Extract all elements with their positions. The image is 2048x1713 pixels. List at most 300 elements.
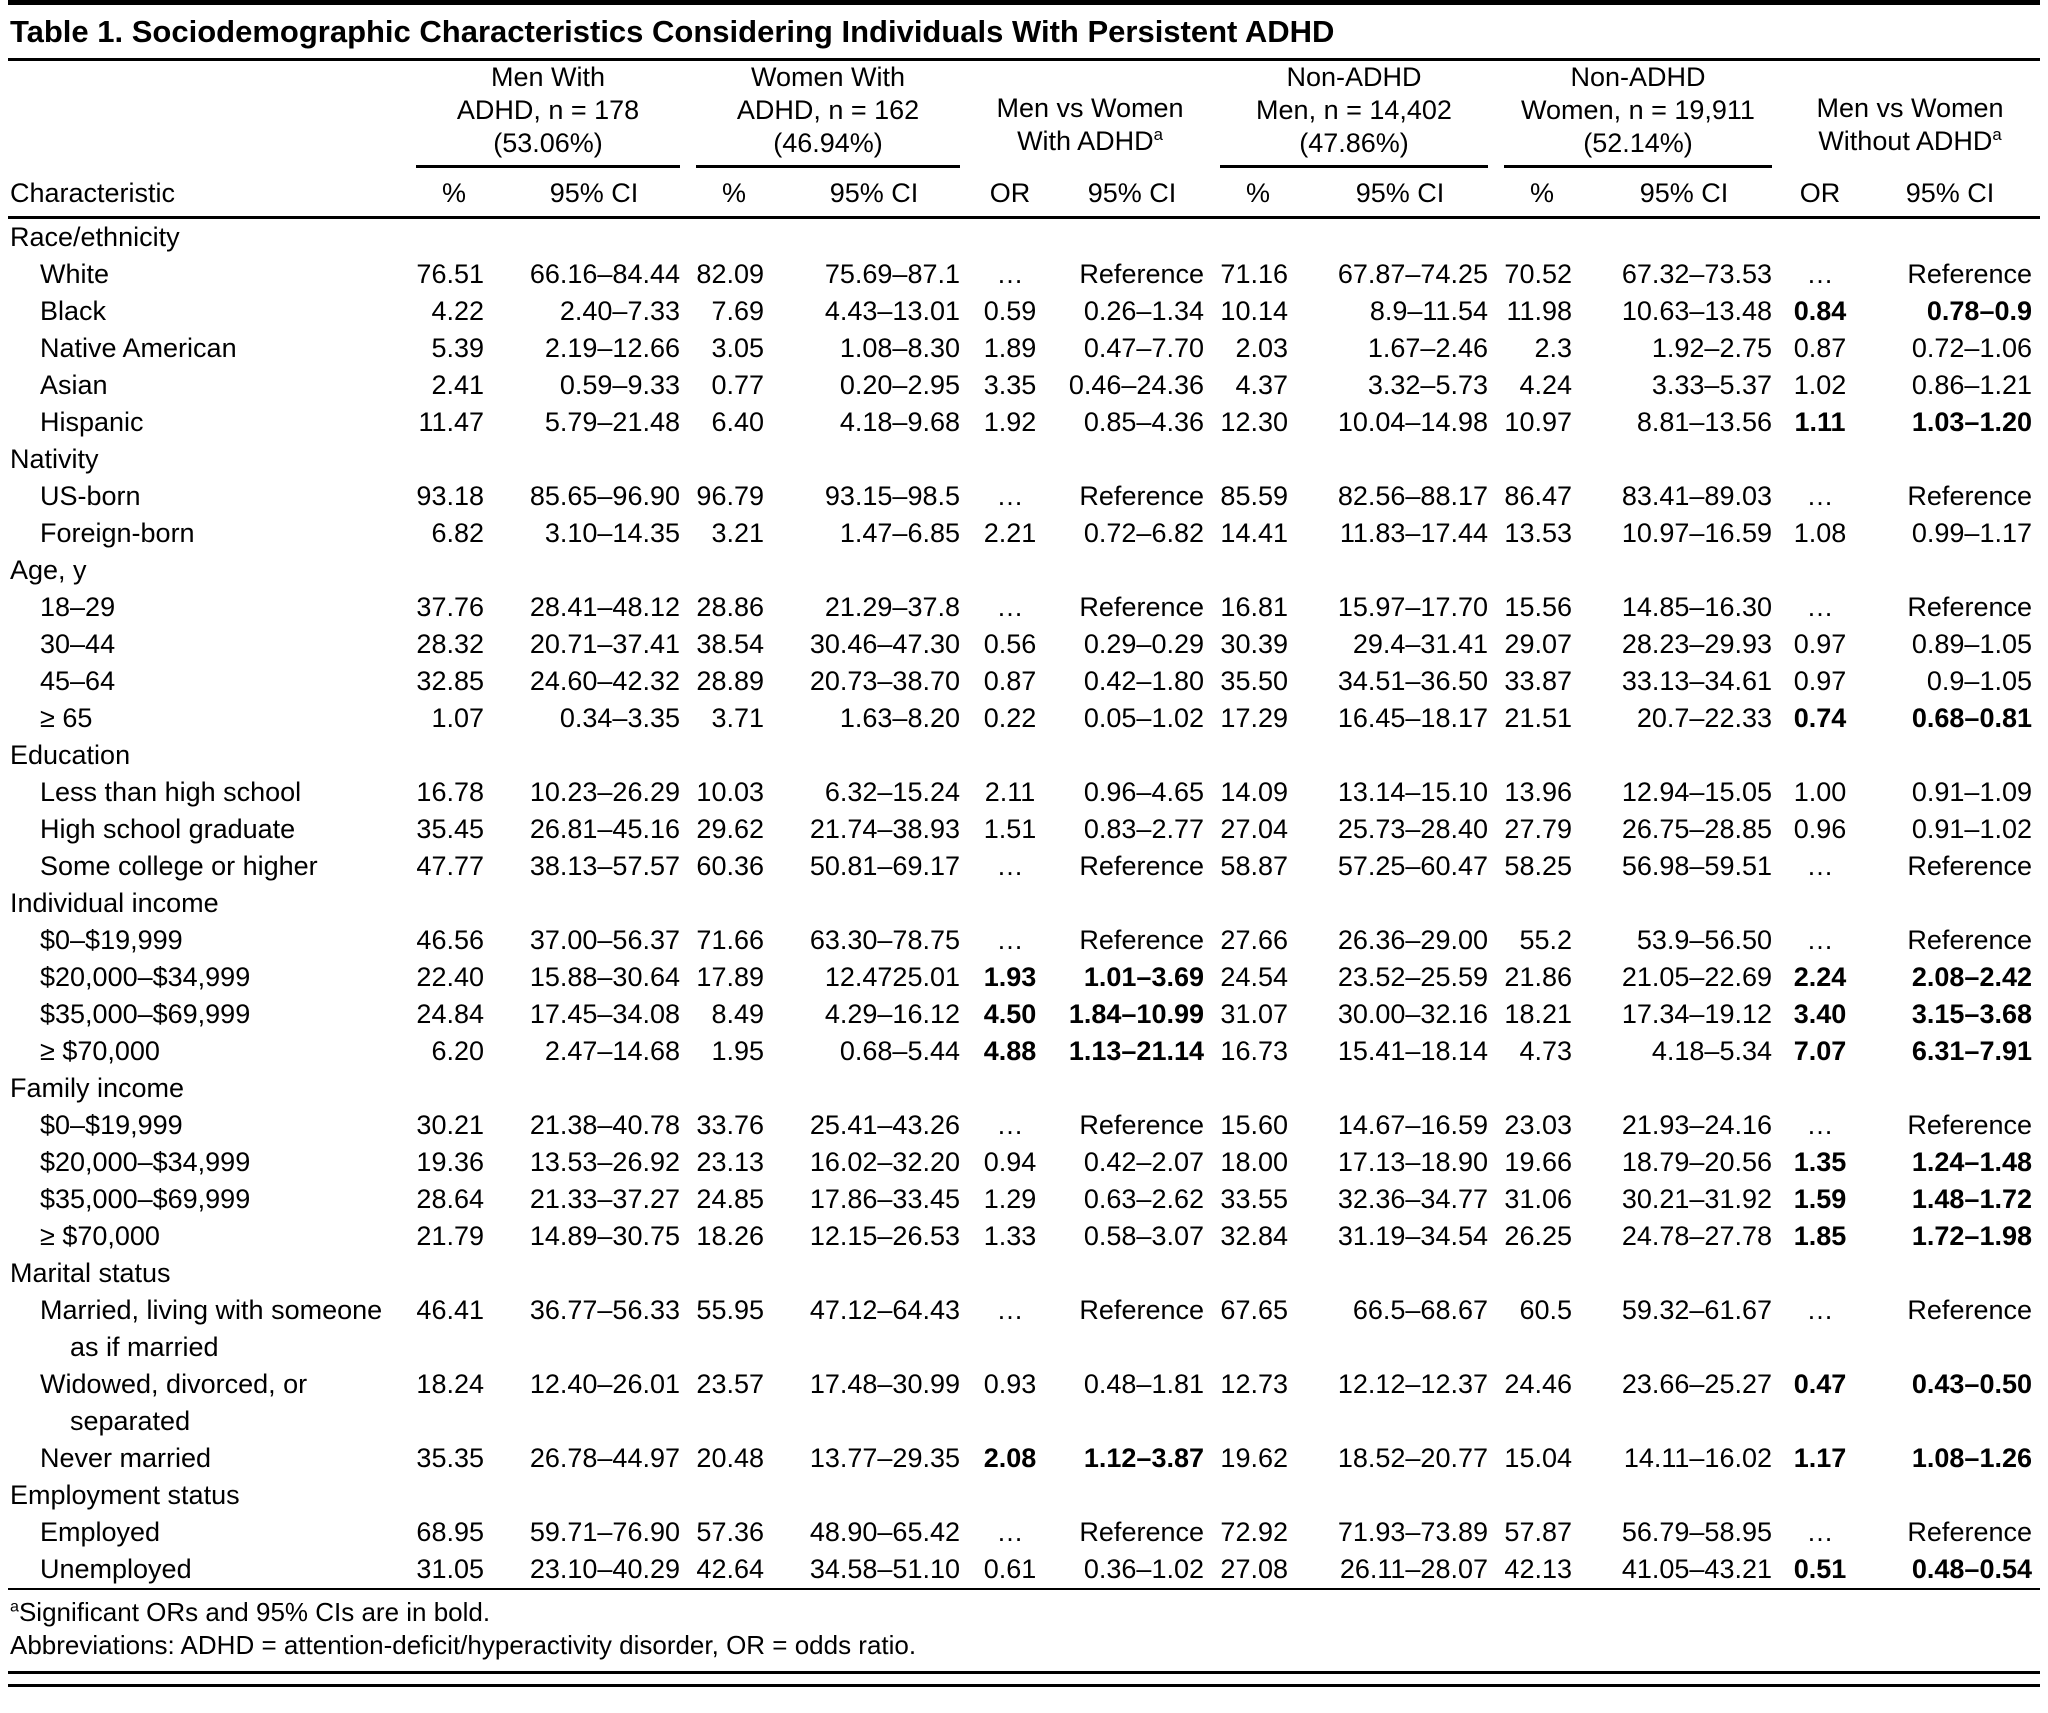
group-line: (52.14%) [1583,128,1693,158]
cell-or: 1.17 [1793,1443,1847,1473]
cell-or: 1.29 [983,1184,1037,1214]
cell-pct: 19.62 [1220,1443,1288,1473]
cell-ci: 50.81–69.17 [809,851,960,881]
cell-ci: Reference [1079,259,1204,289]
cell-ci: 4.29–16.12 [824,999,960,1029]
cell-or: … [1806,1517,1834,1547]
cell-ci: 59.71–76.90 [529,1517,680,1547]
footnote-significance [10,1596,2040,1629]
table-row [8,663,2040,700]
cell-or: 1.33 [983,1221,1037,1251]
cell-pct: 6.40 [711,407,764,437]
cell-pct: 15.04 [1504,1443,1572,1473]
group-line-text: Without ADHD [1818,126,1993,156]
cell-pct: 85.59 [1220,481,1288,511]
group-line: ADHD, n = 178 [456,95,640,125]
cell-ci: 4.18–9.68 [839,407,960,437]
cell-ci: 21.38–40.78 [529,1110,680,1140]
cell-pct: 82.09 [696,259,764,289]
row-label: Less than high school [40,777,302,807]
cell-ci: 2.08–2.42 [1911,962,2032,992]
cell-ci: 0.78–0.9 [1926,296,2032,326]
cell-ci: 12.15–26.53 [809,1221,960,1251]
row-label: Foreign-born [40,518,195,548]
table-row [8,256,2040,293]
row-label: Employed [40,1517,161,1547]
table-row [8,996,2040,1033]
cell-or: 3.40 [1793,999,1847,1029]
cell-pct: 16.81 [1220,592,1288,622]
cell-pct: 10.97 [1504,407,1572,437]
cell-or: 0.56 [983,629,1037,659]
cell-or: 7.07 [1793,1036,1847,1066]
cell-or: 3.35 [983,370,1037,400]
cell-pct: 31.07 [1220,999,1288,1029]
group-non-adhd-women [1496,61,1780,168]
cell-ci: 12.12–12.37 [1337,1369,1488,1399]
cell-or: 0.59 [983,296,1037,326]
cell-ci: 0.46–24.36 [1068,370,1204,400]
cell-pct: 58.87 [1220,851,1288,881]
cell-ci: 25.41–43.26 [809,1110,960,1140]
row-label: $35,000–$69,999 [40,1184,251,1214]
cell-ci: 28.41–48.12 [529,592,680,622]
cell-ci: 2.19–12.66 [544,333,680,363]
cell-ci: 0.20–2.95 [839,370,960,400]
cell-pct: 46.41 [416,1295,484,1325]
cell-ci: 14.11–16.02 [1623,1443,1772,1473]
cell-pct: 70.52 [1504,259,1572,289]
table-row [8,1218,2040,1255]
cell-ci: 11.83–17.44 [1339,518,1488,548]
row-label: Hispanic [40,407,144,437]
cell-ci: 14.67–16.59 [1337,1110,1488,1140]
footnote-abbreviations: Abbreviations: ADHD = attention-deficit/hyperactivity disorder, OR = odds ratio. [10,1630,917,1660]
table-row [8,1033,2040,1070]
group-men-with-adhd [408,61,688,168]
table-row [8,1144,2040,1181]
cell-ci: 26.78–44.97 [529,1443,680,1473]
cell-ci: 0.86–1.21 [1911,370,2032,400]
cell-pct: 3.21 [711,518,764,548]
cell-ci: 67.32–73.53 [1621,259,1772,289]
cell-or: … [996,592,1024,622]
group-header-row [8,61,2040,168]
group-line: Women With [750,62,906,92]
table-row [8,404,2040,441]
cell-ci: 57.25–60.47 [1337,851,1488,881]
cell-pct: 6.20 [431,1036,484,1066]
cell-or: … [1806,1295,1834,1325]
cell-pct: 12.73 [1220,1369,1288,1399]
cell-ci: 93.15–98.5 [824,481,960,511]
cell-pct: 4.22 [431,296,484,326]
cell-ci: 12.94–15.05 [1621,777,1772,807]
cell-or: 1.02 [1793,370,1847,400]
cell-ci: 10.23–26.29 [529,777,680,807]
cell-ci: 1.13–21.14 [1068,1036,1204,1066]
table-row [8,774,2040,811]
table-row [8,1514,2040,1551]
row-label: Asian [40,370,108,400]
cell-pct: 58.25 [1504,851,1572,881]
cell-ci: 0.42–2.07 [1083,1147,1204,1177]
cell-or: … [1806,1110,1834,1140]
cell-pct: 18.24 [416,1369,484,1399]
cell-pct: 33.76 [696,1110,764,1140]
row-label: $0–$19,999 [40,1110,183,1140]
group-line: Men vs Women [1816,93,2004,123]
cell-ci: 0.72–1.06 [1911,333,2032,363]
group-non-adhd-men [1212,61,1496,168]
section-row [8,1255,2040,1292]
cell-pct: 27.79 [1504,814,1572,844]
cell-ci: 36.77–56.33 [529,1295,680,1325]
table-row [8,478,2040,515]
bottom-gap [8,1674,2040,1684]
section-row [8,218,2040,257]
section-row [8,737,2040,774]
cell-ci: 30.00–32.16 [1337,999,1488,1029]
cell-ci: 0.72–6.82 [1083,518,1204,548]
cell-ci: 26.11–28.07 [1339,1554,1488,1584]
cell-pct: 23.03 [1504,1110,1572,1140]
cell-pct: 35.35 [416,1443,484,1473]
table-row [8,515,2040,552]
cell-ci: 3.15–3.68 [1911,999,2032,1029]
table-body [8,218,2040,1589]
cell-pct: 17.29 [1220,703,1288,733]
cell-ci: 0.43–0.50 [1911,1369,2032,1399]
cell-ci: 47.12–64.43 [809,1295,960,1325]
cell-pct: 55.2 [1519,925,1572,955]
row-label: Black [40,296,107,326]
cell-ci: 0.47–7.70 [1083,333,1204,363]
cell-pct: 31.06 [1504,1184,1572,1214]
sociodemographic-table [8,61,2040,1588]
cell-ci: 37.00–56.37 [529,925,680,955]
cell-ci: 66.16–84.44 [529,259,680,289]
cell-pct: 33.55 [1220,1184,1288,1214]
cell-ci: 63.30–78.75 [809,925,960,955]
cell-ci: 20.7–22.33 [1636,703,1772,733]
cell-pct: 7.69 [711,296,764,326]
cell-ci: 83.41–89.03 [1621,481,1772,511]
section-label: Individual income [10,888,219,918]
section-row [8,885,2040,922]
table-row [8,848,2040,885]
table-row [8,922,2040,959]
cell-or: 4.50 [983,999,1037,1029]
row-label: $35,000–$69,999 [40,999,251,1029]
cell-ci: 1.72–1.98 [1911,1221,2032,1251]
cell-pct: 27.66 [1220,925,1288,955]
cell-pct: 28.64 [416,1184,484,1214]
section-label: Race/ethnicity [10,222,180,252]
cell-pct: 24.84 [416,999,484,1029]
cell-pct: 3.05 [711,333,764,363]
row-label: US-born [40,481,141,511]
cell-ci: 15.97–17.70 [1337,592,1488,622]
characteristic-spacer [8,61,408,168]
cell-ci: 0.89–1.05 [1911,629,2032,659]
cell-pct: 60.36 [696,851,764,881]
cell-ci: 66.5–68.67 [1352,1295,1488,1325]
row-label: Widowed, divorced, or separated [40,1369,308,1436]
section-row [8,552,2040,589]
cell-or: 0.74 [1793,703,1847,733]
group-line: Men, n = 14,402 [1256,95,1452,125]
cell-ci: 23.66–25.27 [1621,1369,1772,1399]
row-label: ≥ $70,000 [40,1221,160,1251]
group-line: Women, n = 19,911 [1521,95,1755,125]
cell-pct: 23.13 [696,1147,764,1177]
cell-pct: 15.60 [1220,1110,1288,1140]
cell-or: 1.11 [1794,407,1846,437]
cell-ci: 0.68–0.81 [1911,703,2032,733]
cell-ci: 23.10–40.29 [529,1554,680,1584]
cell-ci: Reference [1079,1517,1204,1547]
cell-ci: 34.51–36.50 [1337,666,1488,696]
cell-pct: 67.65 [1220,1295,1288,1325]
cell-ci: 14.85–16.30 [1621,592,1772,622]
cell-pct: 17.89 [696,962,764,992]
cell-pct: 1.07 [431,703,484,733]
cell-ci: 16.45–18.17 [1337,703,1488,733]
cell-pct: 86.47 [1504,481,1572,511]
cell-ci: 26.36–29.00 [1337,925,1488,955]
group-line [1780,125,2040,158]
cell-or: 4.88 [983,1036,1037,1066]
cell-pct: 96.79 [696,481,764,511]
cell-ci: 0.68–5.44 [839,1036,960,1066]
footnotes [8,1590,2040,1671]
row-label: White [40,259,110,289]
cell-pct: 93.18 [416,481,484,511]
cell-pct: 27.08 [1220,1554,1288,1584]
cell-ci: Reference [1079,925,1204,955]
cell-pct: 35.50 [1220,666,1288,696]
row-label: ≥ 65 [40,703,93,733]
cell-ci: 59.32–61.67 [1621,1295,1772,1325]
cell-pct: 18.00 [1220,1147,1288,1177]
cell-ci: 1.63–8.20 [839,703,960,733]
table-row [8,1551,2040,1588]
cell-ci: Reference [1907,1517,2032,1547]
cell-pct: 18.26 [696,1221,764,1251]
cell-ci: 0.05–1.02 [1083,703,1204,733]
footnote-marker: a [10,1597,19,1616]
col-header-pct: % [1212,168,1304,218]
table-row [8,1292,2040,1366]
cell-pct: 11.47 [418,407,484,437]
cell-or: … [1806,481,1834,511]
cell-ci: 56.79–58.95 [1621,1517,1772,1547]
cell-ci: 85.65–96.90 [529,481,680,511]
col-header-ci: 95% CI [780,168,968,218]
cell-ci: 17.86–33.45 [809,1184,960,1214]
cell-or: 2.21 [983,518,1037,548]
group-men-vs-women-without-adhd [1780,61,2040,168]
cell-ci: 0.58–3.07 [1083,1221,1204,1251]
table-row [8,330,2040,367]
cell-ci: 21.74–38.93 [809,814,960,844]
cell-ci: 4.18–5.34 [1651,1036,1772,1066]
group-line: (46.94%) [773,128,883,158]
cell-pct: 24.46 [1504,1369,1572,1399]
cell-ci: 6.31–7.91 [1911,1036,2032,1066]
cell-ci: 17.13–18.90 [1337,1147,1488,1177]
footnote-text: Significant ORs and 95% CIs are in bold. [18,1597,491,1627]
cell-ci: 1.08–1.26 [1911,1443,2032,1473]
cell-pct: 23.57 [696,1369,764,1399]
row-label: $20,000–$34,999 [40,962,251,992]
cell-ci: 0.85–4.36 [1083,407,1204,437]
cell-ci: 75.69–87.1 [824,259,960,289]
cell-ci: 0.48–1.81 [1083,1369,1204,1399]
cell-ci: 0.91–1.09 [1911,777,2032,807]
cell-pct: 33.87 [1504,666,1572,696]
cell-pct: 4.37 [1235,370,1288,400]
cell-ci: 1.03–1.20 [1911,407,2032,437]
cell-or: 0.94 [983,1147,1037,1177]
cell-ci: Reference [1907,925,2032,955]
cell-pct: 26.25 [1504,1221,1572,1251]
cell-ci: Reference [1079,481,1204,511]
cell-pct: 20.48 [696,1443,764,1473]
row-label: Unemployed [40,1554,192,1584]
cell-or: 2.11 [984,777,1036,807]
cell-pct: 13.96 [1504,777,1572,807]
section-label: Nativity [10,444,99,474]
cell-ci: 21.05–22.69 [1621,962,1772,992]
cell-ci: 32.36–34.77 [1337,1184,1488,1214]
cell-ci: 18.52–20.77 [1337,1443,1488,1473]
cell-or: 2.08 [983,1443,1037,1473]
group-line: Men With [490,62,606,92]
cell-ci: 1.12–3.87 [1083,1443,1204,1473]
cell-ci: 12.40–26.01 [529,1369,680,1399]
col-header-ci: 95% CI [1304,168,1496,218]
cell-ci: 2.40–7.33 [559,296,680,326]
cell-ci: Reference [1907,259,2032,289]
cell-ci: 3.33–5.37 [1651,370,1772,400]
cell-or: … [996,1110,1024,1140]
cell-ci: Reference [1907,1295,2032,1325]
group-line: Non-ADHD [1286,62,1422,92]
cell-pct: 68.95 [416,1517,484,1547]
cell-pct: 60.5 [1519,1295,1572,1325]
row-label: Native American [40,333,237,363]
cell-ci: 17.48–30.99 [809,1369,960,1399]
cell-ci: 0.34–3.35 [559,703,680,733]
cell-ci: 13.14–15.10 [1337,777,1488,807]
cell-ci: 0.26–1.34 [1083,296,1204,326]
cell-pct: 10.03 [696,777,764,807]
cell-ci: 13.53–26.92 [529,1147,680,1177]
col-header-pct: % [1496,168,1588,218]
cell-or: 1.85 [1793,1221,1847,1251]
row-label: High school graduate [40,814,296,844]
cell-ci: 1.67–2.46 [1367,333,1488,363]
table-row [8,589,2040,626]
cell-ci: 14.89–30.75 [529,1221,680,1251]
section-label: Family income [10,1073,185,1103]
cell-pct: 57.36 [696,1517,764,1547]
col-header-ci: 95% CI [1052,168,1212,218]
table-row [8,1366,2040,1440]
cell-or: … [1806,259,1834,289]
cell-ci: 0.29–0.29 [1083,629,1204,659]
cell-ci: 15.41–18.14 [1337,1036,1488,1066]
cell-pct: 19.66 [1504,1147,1572,1177]
cell-ci: 28.23–29.93 [1621,629,1772,659]
cell-or: 0.61 [983,1554,1037,1584]
cell-ci: 30.21–31.92 [1621,1184,1772,1214]
table-row [8,811,2040,848]
cell-ci: 8.81–13.56 [1636,407,1772,437]
cell-pct: 2.41 [431,370,484,400]
cell-pct: 28.89 [696,666,764,696]
cell-ci: 8.9–11.54 [1369,296,1488,326]
row-label: Married, living with someone as if married [40,1295,383,1362]
cell-ci: 1.08–8.30 [839,333,960,363]
cell-pct: 13.53 [1504,518,1572,548]
cell-pct: 8.49 [711,999,764,1029]
cell-or: … [996,481,1024,511]
cell-or: 0.47 [1793,1369,1847,1399]
cell-pct: 32.85 [416,666,484,696]
cell-ci: 30.46–47.30 [809,629,960,659]
row-label: Never married [40,1443,212,1473]
cell-ci: 6.32–15.24 [824,777,960,807]
cell-or: … [996,925,1024,955]
col-header-pct: % [408,168,500,218]
cell-pct: 42.13 [1504,1554,1572,1584]
cell-ci: 67.87–74.25 [1337,259,1488,289]
footnote-marker: a [1153,125,1163,144]
row-label: ≥ $70,000 [40,1036,160,1066]
table-header [8,61,2040,218]
cell-pct: 21.86 [1504,962,1572,992]
cell-or: … [996,851,1024,881]
cell-ci: 33.13–34.61 [1621,666,1772,696]
cell-pct: 47.77 [416,851,484,881]
cell-pct: 42.64 [696,1554,764,1584]
cell-ci: 10.63–13.48 [1621,296,1772,326]
cell-pct: 4.24 [1519,370,1572,400]
cell-ci: 29.4–31.41 [1352,629,1488,659]
cell-ci: 17.34–19.12 [1621,999,1772,1029]
cell-pct: 6.82 [431,518,484,548]
row-label: $0–$19,999 [40,925,183,955]
row-label: $20,000–$34,999 [40,1147,251,1177]
group-line: (47.86%) [1299,128,1409,158]
cell-ci: 24.78–27.78 [1621,1221,1772,1251]
cell-pct: 37.76 [416,592,484,622]
cell-pct: 2.3 [1534,333,1572,363]
cell-ci: 71.93–73.89 [1337,1517,1488,1547]
cell-ci: 16.02–32.20 [809,1147,960,1177]
cell-ci: 31.19–34.54 [1337,1221,1488,1251]
cell-pct: 3.71 [711,703,764,733]
cell-ci: 3.10–14.35 [544,518,680,548]
cell-ci: 1.84–10.99 [1068,999,1204,1029]
cell-pct: 35.45 [416,814,484,844]
cell-ci: 13.77–29.35 [809,1443,960,1473]
cell-or: 1.00 [1793,777,1847,807]
cell-or: … [1806,851,1834,881]
